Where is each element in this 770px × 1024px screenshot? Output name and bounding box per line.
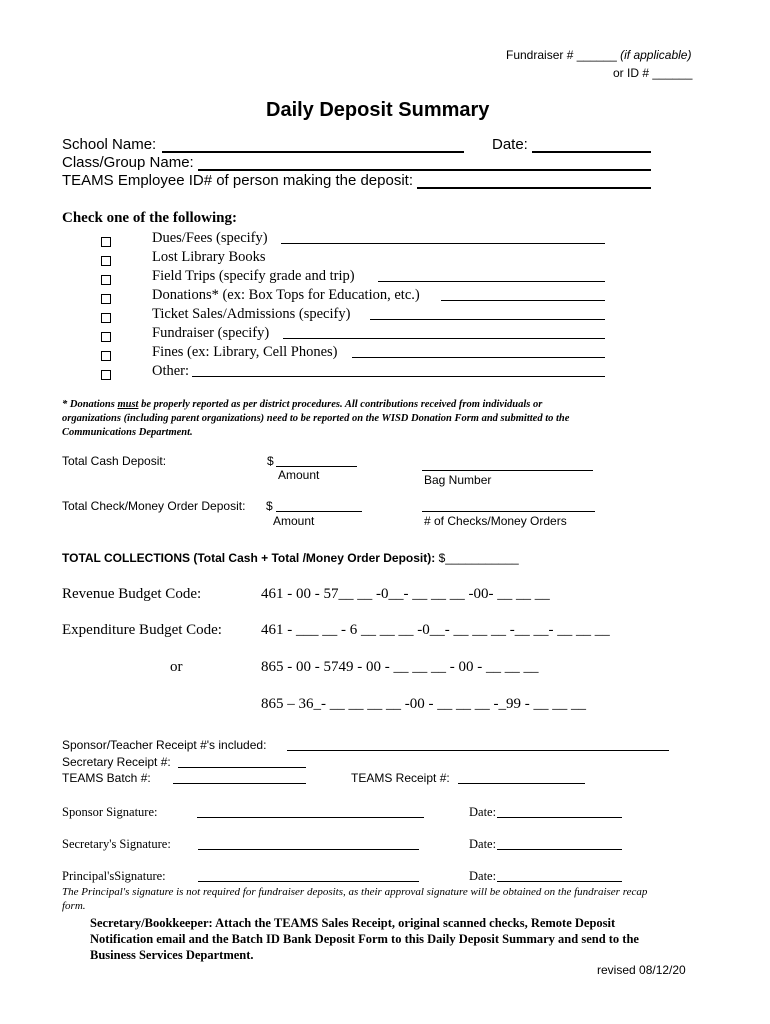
check-item-label: Donations* (ex: Box Tops for Education, etc.) <box>152 287 420 303</box>
secretary-date-label: Date: <box>469 837 497 851</box>
teams-batch-field[interactable] <box>173 783 306 784</box>
fundraiser-field[interactable] <box>283 338 605 339</box>
expenditure-budget-label: Expenditure Budget Code: <box>62 622 222 638</box>
total-collections-label: TOTAL COLLECTIONS (Total Cash + Total /Money Order Deposit): <box>62 551 436 565</box>
other-field[interactable] <box>192 376 605 377</box>
checks-count-caption: # of Checks/Money Orders <box>424 514 567 528</box>
checks-count-field[interactable] <box>422 511 595 512</box>
fundraiser-note: (if applicable) <box>620 48 692 62</box>
secretary-receipt-label: Secretary Receipt #: <box>62 755 171 769</box>
secretary-receipt-field[interactable] <box>178 767 306 768</box>
school-name-label: School Name: <box>62 136 157 153</box>
teams-employee-label: TEAMS Employee ID# of person making the deposit: <box>62 172 414 189</box>
check-item-label: Fines (ex: Library, Cell Phones) <box>152 344 338 360</box>
or-id-label: or ID # <box>613 66 650 80</box>
secretary-signature-label: Secretary's Signature: <box>62 837 171 851</box>
dues-fees-field[interactable] <box>281 243 605 244</box>
page-title: Daily Deposit Summary <box>266 99 490 121</box>
ticket-sales-field[interactable] <box>370 319 605 320</box>
secretary-date-field[interactable] <box>497 849 622 850</box>
check-heading: Check one of the following: <box>62 210 237 226</box>
fundraiser-blank[interactable]: ______ <box>576 48 617 62</box>
check-item-label: Lost Library Books <box>152 249 266 265</box>
total-collections-value[interactable]: $___________ <box>438 551 519 565</box>
check-item-label: Ticket Sales/Admissions (specify) <box>152 306 351 322</box>
check-item-label: Dues/Fees (specify) <box>152 230 268 246</box>
check-amount-caption: Amount <box>273 514 315 528</box>
principal-date-field[interactable] <box>497 881 622 882</box>
principal-date-label: Date: <box>469 869 497 883</box>
check-amount-field[interactable] <box>276 511 362 512</box>
expenditure-budget-code[interactable]: 461 - ___ __ - 6 __ __ __ -0__- __ __ __ -__ __- __ __ __ <box>261 622 610 638</box>
teams-receipt-label: TEAMS Receipt #: <box>351 771 450 785</box>
total-collections-line <box>62 551 519 565</box>
checkbox-other[interactable] <box>101 370 111 380</box>
sponsor-signature-field[interactable] <box>197 817 424 818</box>
class-group-label: Class/Group Name: <box>62 154 194 171</box>
fundraiser-number-line <box>506 48 691 62</box>
donation-note: * Donations must be properly reported as per district procedures. All contributions received from individuals or organizations (including parent organizations) need to be reported on the WISD Donation Form and submitted to the Communications Department. <box>62 399 570 438</box>
revenue-budget-label: Revenue Budget Code: <box>62 586 202 602</box>
check-item-label: Other: <box>152 363 190 379</box>
teams-receipt-field[interactable] <box>458 783 585 784</box>
sponsor-signature-label: Sponsor Signature: <box>62 805 158 819</box>
field-trips-field[interactable] <box>378 281 605 282</box>
cash-amount-field[interactable] <box>276 466 357 467</box>
instructions: Secretary/Bookkeeper: Attach the TEAMS Sales Receipt, original scanned checks, Remote Deposit Notification email and the Batch ID Bank Deposit Form to this Daily Deposit Summary and send to the Business Services Department. <box>90 916 639 962</box>
total-check-label: Total Check/Money Order Deposit: <box>62 499 246 513</box>
teams-employee-field[interactable] <box>417 187 651 189</box>
checkbox-ticket-sales[interactable] <box>101 313 111 323</box>
secretary-signature-field[interactable] <box>198 849 419 850</box>
date-field[interactable] <box>532 151 651 153</box>
revenue-budget-code[interactable]: 461 - 00 - 57__ __ -0__- __ __ __ -00- __ __ __ <box>261 586 550 602</box>
fundraiser-label: Fundraiser # <box>506 48 574 62</box>
alt-budget-code-2[interactable]: 865 – 36_- __ __ __ __ -00 - __ __ __ -_99 - __ __ __ <box>261 696 586 712</box>
fines-field[interactable] <box>352 357 605 358</box>
alt-budget-code-1[interactable]: 865 - 00 - 5749 - 00 - __ __ __ - 00 - __ __ __ <box>261 659 539 675</box>
donations-field[interactable] <box>441 300 605 301</box>
check-dollar-sign: $ <box>266 499 273 513</box>
or-id-line <box>613 66 692 80</box>
checkbox-dues-fees[interactable] <box>101 237 111 247</box>
bag-number-field[interactable] <box>422 470 593 471</box>
must-emphasis: must <box>117 399 139 410</box>
principal-signature-field[interactable] <box>198 881 419 882</box>
revised-date: revised 08/12/20 <box>597 963 686 977</box>
check-item-label: Fundraiser (specify) <box>152 325 270 341</box>
or-id-blank[interactable]: ______ <box>652 66 693 80</box>
sponsor-date-label: Date: <box>469 805 497 819</box>
class-group-field[interactable] <box>198 169 651 171</box>
checkbox-field-trips[interactable] <box>101 275 111 285</box>
school-name-field[interactable] <box>162 151 464 153</box>
bag-number-caption: Bag Number <box>424 473 492 487</box>
cash-amount-caption: Amount <box>278 468 320 482</box>
sponsor-receipt-label: Sponsor/Teacher Receipt #'s included: <box>62 738 267 752</box>
principal-signature-label: Principal'sSignature: <box>62 869 166 883</box>
checkbox-fines[interactable] <box>101 351 111 361</box>
or-label: or <box>170 659 183 675</box>
checkbox-lost-library-books[interactable] <box>101 256 111 266</box>
date-label: Date: <box>492 136 528 153</box>
teams-batch-label: TEAMS Batch #: <box>62 771 151 785</box>
checkbox-fundraiser[interactable] <box>101 332 111 342</box>
cash-dollar-sign: $ <box>267 454 274 468</box>
sponsor-date-field[interactable] <box>497 817 622 818</box>
check-item-label: Field Trips (specify grade and trip) <box>152 268 355 284</box>
sponsor-receipt-field[interactable] <box>287 750 669 751</box>
checkbox-donations[interactable] <box>101 294 111 304</box>
total-cash-label: Total Cash Deposit: <box>62 454 167 468</box>
principal-note: The Principal's signature is not required for fundraiser deposits, as their approval signature will be obtained on the fundraiser recap form. <box>62 886 648 912</box>
